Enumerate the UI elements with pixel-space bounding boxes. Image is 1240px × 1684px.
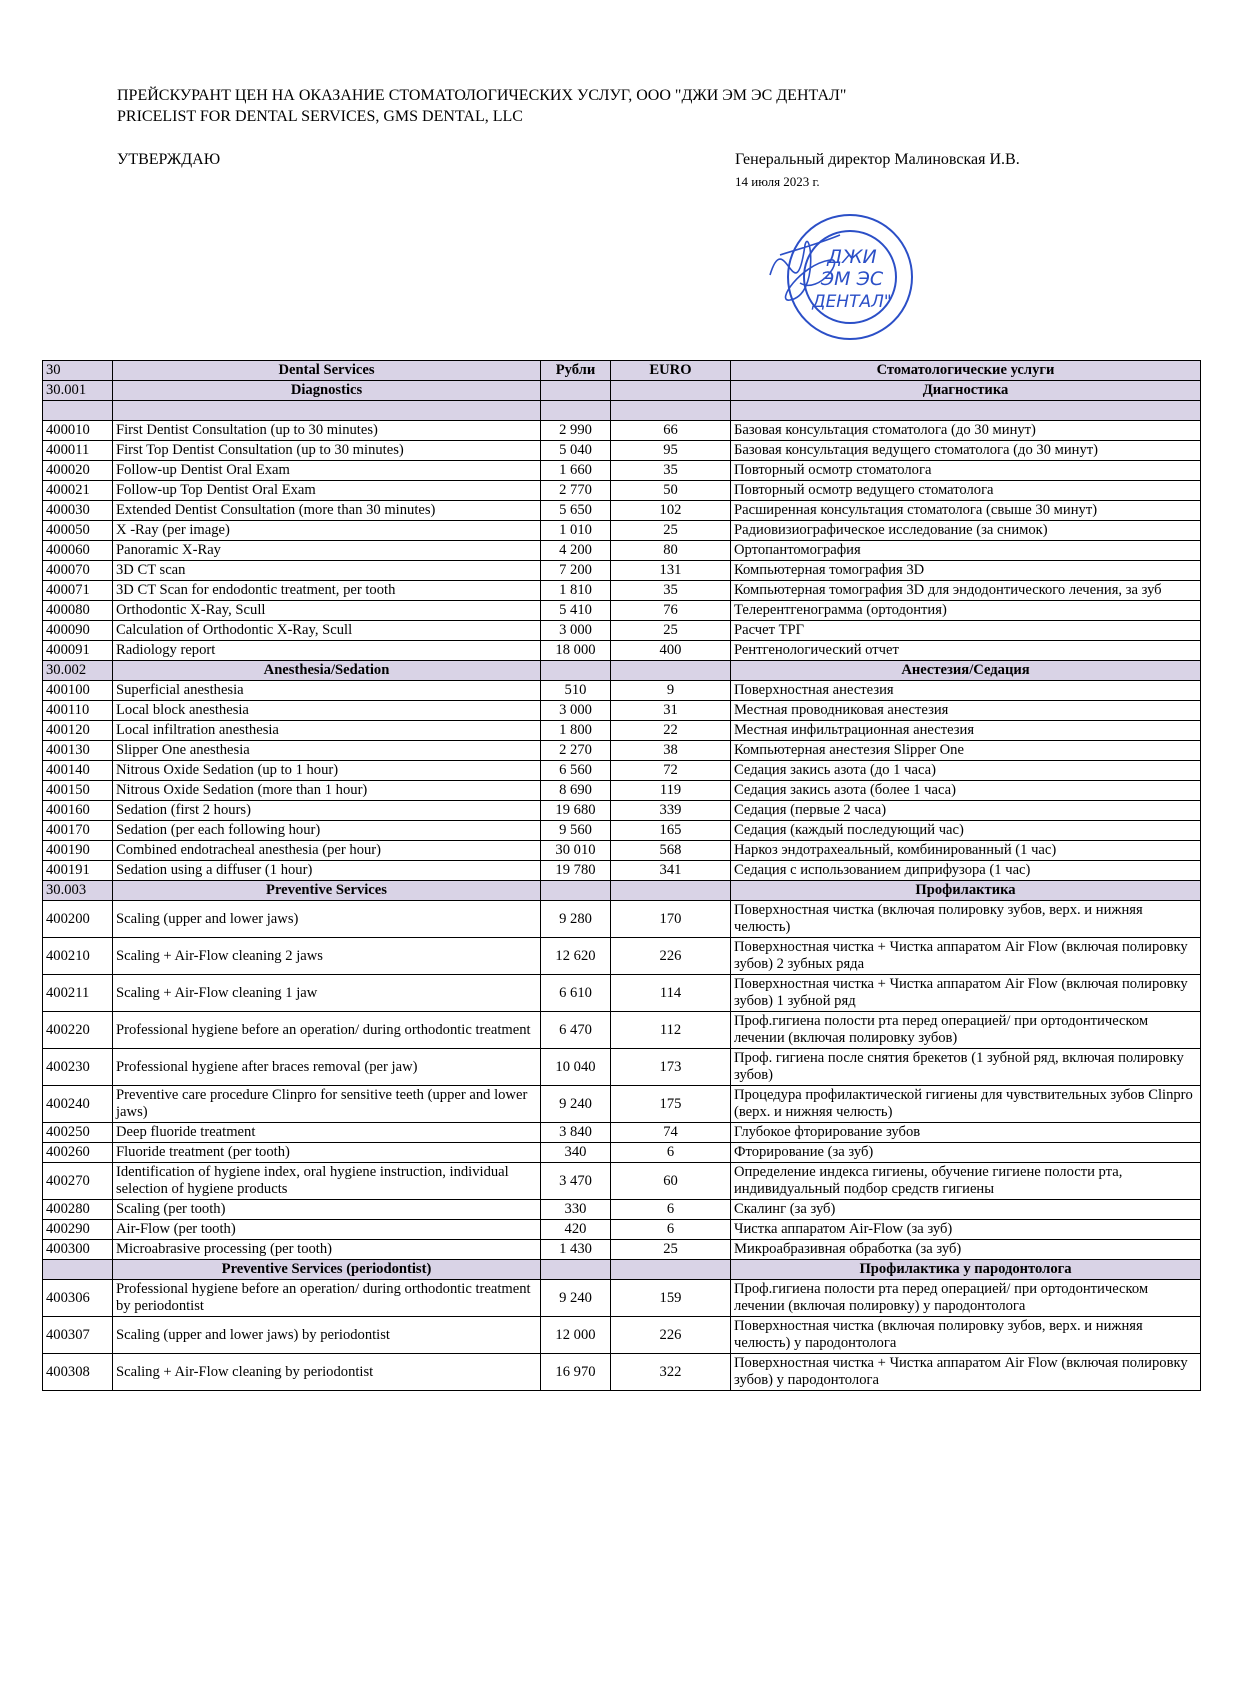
price-euro: 112 [611,1012,731,1049]
section-rub-cell [541,881,611,901]
section-title-ru: Анестезия/Седация [731,661,1201,681]
price-rub: 8 690 [541,781,611,801]
price-rub: 330 [541,1200,611,1220]
service-name-ru: Седация (первые 2 часа) [731,801,1201,821]
service-code: 400190 [43,841,113,861]
service-name-ru: Компьютерная анестезия Slipper One [731,741,1201,761]
table-row [43,1012,1201,1049]
section-title-en: Diagnostics [113,381,541,401]
section-header-row [43,661,1201,681]
price-euro: 66 [611,421,731,441]
price-euro: 119 [611,781,731,801]
service-code: 400308 [43,1354,113,1391]
document-title-en: PRICELIST FOR DENTAL SERVICES, GMS DENTAL, LLC [117,108,523,125]
service-name-ru: Компьютерная томография 3D для эндодонтического лечения, за зуб [731,581,1201,601]
table-row [43,721,1201,741]
header-dental-services: Dental Services [113,361,541,381]
price-rub: 6 610 [541,975,611,1012]
price-euro: 35 [611,461,731,481]
service-code: 400130 [43,741,113,761]
table-row [43,1143,1201,1163]
service-code: 400160 [43,801,113,821]
price-rub: 1 800 [541,721,611,741]
spacer-cell [611,401,731,421]
service-code: 400100 [43,681,113,701]
price-rub: 12 000 [541,1317,611,1354]
table-row [43,501,1201,521]
price-euro: 114 [611,975,731,1012]
price-rub: 1 660 [541,461,611,481]
company-stamp [760,205,920,355]
table-row [43,621,1201,641]
service-code: 400210 [43,938,113,975]
service-name-ru: Местная инфильтрационная анестезия [731,721,1201,741]
table-row [43,561,1201,581]
service-code: 400300 [43,1240,113,1260]
service-name-ru: Телерентгенограмма (ортодонтия) [731,601,1201,621]
service-name-en: 3D CT Scan for endodontic treatment, per tooth [113,581,541,601]
price-euro: 341 [611,861,731,881]
service-name-ru: Проф.гигиена полости рта перед операцией/ при ортодонтическом лечении (включая полировку) у пародонтолога [731,1280,1201,1317]
price-rub: 3 000 [541,621,611,641]
price-rub: 2 770 [541,481,611,501]
price-euro: 165 [611,821,731,841]
price-euro: 74 [611,1123,731,1143]
service-name-ru: Наркоз эндотрахеальный, комбинированный (1 час) [731,841,1201,861]
price-euro: 22 [611,721,731,741]
service-name-ru: Определение индекса гигиены, обучение гигиене полости рта, индивидуальный подбор средств гигиены [731,1163,1201,1200]
section-code: 30.002 [43,661,113,681]
price-rub: 6 560 [541,761,611,781]
service-name-en: 3D CT scan [113,561,541,581]
service-name-en: Nitrous Oxide Sedation (up to 1 hour) [113,761,541,781]
price-rub: 12 620 [541,938,611,975]
section-header-row [43,881,1201,901]
table-row [43,781,1201,801]
price-euro: 322 [611,1354,731,1391]
price-euro: 568 [611,841,731,861]
service-name-en: Follow-up Top Dentist Oral Exam [113,481,541,501]
price-rub: 2 990 [541,421,611,441]
director-signature-line: Генеральный директор Малиновская И.В. [735,151,1020,168]
service-code: 400080 [43,601,113,621]
price-rub: 5 410 [541,601,611,621]
service-name-ru: Чистка аппаратом Air-Flow (за зуб) [731,1220,1201,1240]
table-row [43,1240,1201,1260]
section-title-ru: Профилактика [731,881,1201,901]
service-name-en: Extended Dentist Consultation (more than 30 minutes) [113,501,541,521]
price-rub: 3 000 [541,701,611,721]
price-euro: 6 [611,1200,731,1220]
service-name-ru: Седация закись азота (более 1 часа) [731,781,1201,801]
price-rub: 6 470 [541,1012,611,1049]
service-code: 400211 [43,975,113,1012]
service-code: 400191 [43,861,113,881]
table-row [43,461,1201,481]
service-code: 400200 [43,901,113,938]
table-row [43,601,1201,621]
service-code: 400060 [43,541,113,561]
header-services-ru: Стоматологические услуги [731,361,1201,381]
price-euro: 226 [611,938,731,975]
price-euro: 38 [611,741,731,761]
table-row [43,1123,1201,1143]
price-euro: 159 [611,1280,731,1317]
service-code: 400150 [43,781,113,801]
section-code [43,1260,113,1280]
section-rub-cell [541,661,611,681]
price-euro: 9 [611,681,731,701]
service-code: 400011 [43,441,113,461]
service-name-ru: Поверхностная чистка + Чистка аппаратом Air Flow (включая полировку зубов) 2 зубных ряда [731,938,1201,975]
table-row [43,741,1201,761]
service-name-ru: Расширенная консультация стоматолога (свыше 30 минут) [731,501,1201,521]
service-code: 400220 [43,1012,113,1049]
spacer-cell [113,401,541,421]
service-name-ru: Базовая консультация ведущего стоматолога (до 30 минут) [731,441,1201,461]
service-name-en: Slipper One anesthesia [113,741,541,761]
table-row [43,821,1201,841]
service-code: 400091 [43,641,113,661]
service-name-ru: Поверхностная чистка (включая полировку зубов, верх. и нижняя челюсть) у пародонтолога [731,1317,1201,1354]
service-name-en: Scaling + Air-Flow cleaning by periodontist [113,1354,541,1391]
service-code: 400306 [43,1280,113,1317]
service-name-en: Microabrasive processing (per tooth) [113,1240,541,1260]
service-name-ru: Процедура профилактической гигиены для чувствительных зубов Clinpro (верх. и нижняя челюсть) [731,1086,1201,1123]
service-name-en: Identification of hygiene index, oral hygiene instruction, individual selection of hygiene products [113,1163,541,1200]
service-name-en: Scaling (upper and lower jaws) [113,901,541,938]
service-name-en: Combined endotracheal anesthesia (per hour) [113,841,541,861]
table-row [43,581,1201,601]
table-row [43,975,1201,1012]
price-table [42,360,1201,1391]
section-code: 30.003 [43,881,113,901]
spacer-cell [43,401,113,421]
price-euro: 25 [611,1240,731,1260]
service-code: 400230 [43,1049,113,1086]
price-rub: 2 270 [541,741,611,761]
service-name-ru: Поверхностная чистка (включая полировку зубов, верх. и нижняя челюсть) [731,901,1201,938]
table-row [43,541,1201,561]
section-title-ru: Профилактика у пародонтолога [731,1260,1201,1280]
table-row [43,1086,1201,1123]
table-row [43,1049,1201,1086]
price-euro: 173 [611,1049,731,1086]
section-code: 30.001 [43,381,113,401]
section-euro-cell [611,661,731,681]
service-code: 400250 [43,1123,113,1143]
service-code: 400260 [43,1143,113,1163]
price-rub: 3 840 [541,1123,611,1143]
service-name-en: Sedation using a diffuser (1 hour) [113,861,541,881]
service-name-en: Nitrous Oxide Sedation (more than 1 hour) [113,781,541,801]
price-euro: 60 [611,1163,731,1200]
table-row [43,701,1201,721]
service-code: 400090 [43,621,113,641]
service-code: 400270 [43,1163,113,1200]
service-name-en: First Dentist Consultation (up to 30 minutes) [113,421,541,441]
price-euro: 6 [611,1143,731,1163]
service-name-en: Scaling (upper and lower jaws) by periodontist [113,1317,541,1354]
price-rub: 1 430 [541,1240,611,1260]
price-euro: 339 [611,801,731,821]
price-euro: 72 [611,761,731,781]
price-rub: 9 280 [541,901,611,938]
price-euro: 170 [611,901,731,938]
service-name-ru: Седация закись азота (до 1 часа) [731,761,1201,781]
header-euro: EURO [611,361,731,381]
section-title-en: Preventive Services [113,881,541,901]
price-rub: 1 810 [541,581,611,601]
service-name-ru: Поверхностная чистка + Чистка аппаратом Air Flow (включая полировку зубов) у пародонтолога [731,1354,1201,1391]
service-name-ru: Ортопантомография [731,541,1201,561]
service-name-ru: Рентгенологический отчет [731,641,1201,661]
service-code: 400240 [43,1086,113,1123]
price-rub: 18 000 [541,641,611,661]
table-row [43,841,1201,861]
price-rub: 9 240 [541,1280,611,1317]
table-row [43,421,1201,441]
service-name-ru: Микроабразивная обработка (за зуб) [731,1240,1201,1260]
section-rub-cell [541,1260,611,1280]
service-name-ru: Повторный осмотр ведущего стоматолога [731,481,1201,501]
table-row [43,641,1201,661]
price-rub: 9 560 [541,821,611,841]
table-row [43,761,1201,781]
service-name-en: Scaling + Air-Flow cleaning 1 jaw [113,975,541,1012]
service-name-en: Panoramic X-Ray [113,541,541,561]
price-euro: 25 [611,521,731,541]
service-name-en: First Top Dentist Consultation (up to 30 minutes) [113,441,541,461]
service-name-ru: Проф. гигиена после снятия брекетов (1 зубной ряд, включая полировку зубов) [731,1049,1201,1086]
service-code: 400110 [43,701,113,721]
table-row [43,938,1201,975]
service-name-en: Scaling (per tooth) [113,1200,541,1220]
service-name-ru: Глубокое фторирование зубов [731,1123,1201,1143]
price-euro: 80 [611,541,731,561]
price-euro: 175 [611,1086,731,1123]
price-euro: 6 [611,1220,731,1240]
service-name-ru: Поверхностная анестезия [731,681,1201,701]
service-name-en: X -Ray (per image) [113,521,541,541]
service-code: 400071 [43,581,113,601]
table-row [43,1220,1201,1240]
service-name-ru: Расчет ТРГ [731,621,1201,641]
price-rub: 4 200 [541,541,611,561]
service-code: 400030 [43,501,113,521]
price-euro: 35 [611,581,731,601]
service-code: 400140 [43,761,113,781]
stamp-text-line-3: ДЕНТАЛ" [812,292,892,312]
service-name-en: Sedation (per each following hour) [113,821,541,841]
price-rub: 5 650 [541,501,611,521]
price-rub: 5 040 [541,441,611,461]
price-euro: 25 [611,621,731,641]
service-name-en: Superficial anesthesia [113,681,541,701]
section-header-row [43,381,1201,401]
price-euro: 31 [611,701,731,721]
service-name-en: Scaling + Air-Flow cleaning 2 jaws [113,938,541,975]
stamp-text-line-2: ЭМ ЭС [820,268,884,290]
table-row [43,801,1201,821]
service-name-ru: Проф.гигиена полости рта перед операцией/ при ортодонтическом лечении (включая полировку зубов) [731,1012,1201,1049]
service-name-en: Air-Flow (per tooth) [113,1220,541,1240]
price-rub: 19 680 [541,801,611,821]
price-euro: 131 [611,561,731,581]
price-rub: 10 040 [541,1049,611,1086]
service-code: 400020 [43,461,113,481]
price-rub: 7 200 [541,561,611,581]
section-title-ru: Диагностика [731,381,1201,401]
service-name-en: Fluoride treatment (per tooth) [113,1143,541,1163]
header-code: 30 [43,361,113,381]
price-rub: 16 970 [541,1354,611,1391]
price-rub: 3 470 [541,1163,611,1200]
price-euro: 95 [611,441,731,461]
service-name-en: Calculation of Orthodontic X-Ray, Scull [113,621,541,641]
service-name-en: Follow-up Dentist Oral Exam [113,461,541,481]
service-code: 400307 [43,1317,113,1354]
approval-label: УТВЕРЖДАЮ [117,151,221,168]
service-code: 400170 [43,821,113,841]
price-rub: 340 [541,1143,611,1163]
stamp-text-line-1: ДЖИ [827,246,877,268]
service-name-ru: Седация (каждый последующий час) [731,821,1201,841]
service-name-ru: Компьютерная томография 3D [731,561,1201,581]
service-name-en: Local infiltration anesthesia [113,721,541,741]
service-name-en: Professional hygiene after braces removal (per jaw) [113,1049,541,1086]
table-row [43,481,1201,501]
service-name-en: Radiology report [113,641,541,661]
service-name-ru: Радиовизиографическое исследование (за снимок) [731,521,1201,541]
approval-date: 14 июля 2023 г. [735,174,820,189]
table-row [43,1317,1201,1354]
service-code: 400120 [43,721,113,741]
section-header-row [43,1260,1201,1280]
section-spacer-row [43,401,1201,421]
service-code: 400290 [43,1220,113,1240]
section-rub-cell [541,381,611,401]
service-name-en: Orthodontic X-Ray, Scull [113,601,541,621]
section-title-en: Preventive Services (periodontist) [113,1260,541,1280]
header-rub: Рубли [541,361,611,381]
section-euro-cell [611,881,731,901]
price-rub: 420 [541,1220,611,1240]
table-header-row [43,361,1201,381]
service-name-ru: Скалинг (за зуб) [731,1200,1201,1220]
table-row [43,901,1201,938]
service-name-ru: Повторный осмотр стоматолога [731,461,1201,481]
service-name-ru: Седация с использованием диприфузора (1 час) [731,861,1201,881]
price-euro: 76 [611,601,731,621]
price-rub: 9 240 [541,1086,611,1123]
price-euro: 50 [611,481,731,501]
spacer-cell [731,401,1201,421]
service-name-ru: Поверхностная чистка + Чистка аппаратом Air Flow (включая полировку зубов) 1 зубной ряд [731,975,1201,1012]
document-title-ru: ПРЕЙСКУРАНТ ЦЕН НА ОКАЗАНИЕ СТОМАТОЛОГИЧЕСКИХ УСЛУГ, ООО "ДЖИ ЭМ ЭС ДЕНТАЛ" [117,87,847,104]
service-name-en: Local block anesthesia [113,701,541,721]
table-row [43,1354,1201,1391]
table-row [43,681,1201,701]
section-title-en: Anesthesia/Sedation [113,661,541,681]
table-row [43,441,1201,461]
section-euro-cell [611,1260,731,1280]
price-rub: 1 010 [541,521,611,541]
price-rub: 19 780 [541,861,611,881]
service-name-en: Professional hygiene before an operation/ during orthodontic treatment [113,1012,541,1049]
price-rub: 510 [541,681,611,701]
service-code: 400010 [43,421,113,441]
service-code: 400070 [43,561,113,581]
service-name-ru: Местная проводниковая анестезия [731,701,1201,721]
price-euro: 102 [611,501,731,521]
service-name-ru: Фторирование (за зуб) [731,1143,1201,1163]
table-row [43,521,1201,541]
price-rub: 30 010 [541,841,611,861]
table-row [43,861,1201,881]
service-code: 400050 [43,521,113,541]
section-euro-cell [611,381,731,401]
service-name-en: Sedation (first 2 hours) [113,801,541,821]
table-row [43,1163,1201,1200]
service-name-en: Professional hygiene before an operation/ during orthodontic treatment by periodontist [113,1280,541,1317]
table-row [43,1280,1201,1317]
service-code: 400280 [43,1200,113,1220]
table-row [43,1200,1201,1220]
service-name-en: Deep fluoride treatment [113,1123,541,1143]
service-name-ru: Базовая консультация стоматолога (до 30 минут) [731,421,1201,441]
service-code: 400021 [43,481,113,501]
price-euro: 400 [611,641,731,661]
service-name-en: Preventive care procedure Clinpro for sensitive teeth (upper and lower jaws) [113,1086,541,1123]
price-euro: 226 [611,1317,731,1354]
spacer-cell [541,401,611,421]
